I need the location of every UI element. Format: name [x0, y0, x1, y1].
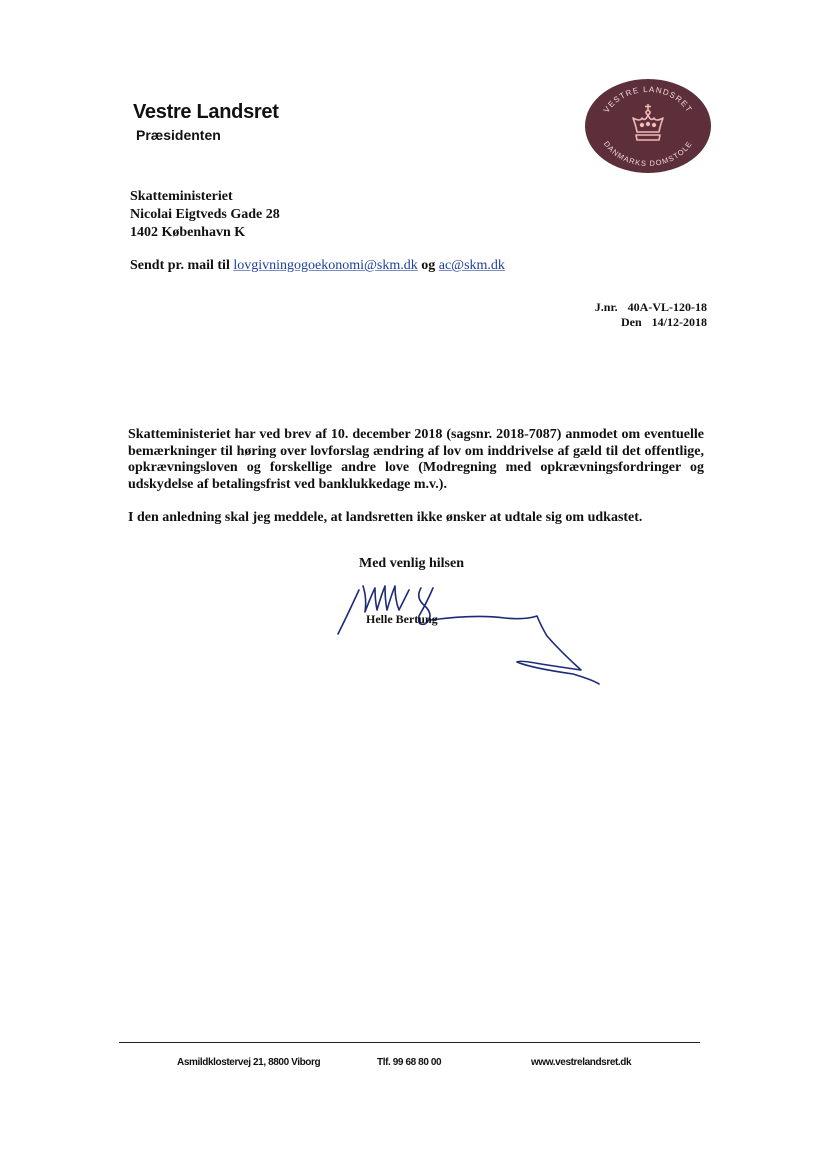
sent-line: [130, 258, 505, 274]
footer-divider: [119, 1042, 700, 1043]
recipient-address: [130, 188, 280, 242]
closing-greeting: Med venlig hilsen: [359, 556, 465, 571]
sent-prefix: Sendt pr. mail til: [130, 258, 230, 273]
recipient-line-2: Nicolai Eigtveds Gade 28: [130, 207, 280, 222]
signer-name: Helle Bertung: [366, 612, 438, 626]
sent-conjunction: og: [421, 258, 436, 273]
handwritten-signature: [335, 576, 615, 688]
org-name: Vestre Landsret: [133, 101, 279, 123]
email-link-2[interactable]: ac@skm.dk: [438, 258, 505, 273]
reference-block: [595, 300, 707, 330]
date-value: 14/12-2018: [651, 315, 707, 329]
footer-phone: Tlf. 99 68 80 00: [377, 1057, 442, 1068]
court-seal: [584, 78, 712, 174]
body-paragraph-2: I den anledning skal jeg meddele, at landsretten ikke ønsker at udtale sig om udkastet.: [128, 510, 643, 525]
seal-bottom-text: DANMARKS DOMSTOLE: [601, 139, 695, 169]
jnr-label: J.nr.: [594, 300, 618, 314]
org-subtitle: Præsidenten: [136, 127, 221, 143]
jnr-value: 40A-VL-120-18: [627, 300, 707, 314]
letter-body: [128, 427, 704, 544]
footer-website[interactable]: www.vestrelandsret.dk: [531, 1057, 632, 1068]
body-paragraph-1: Skatteministeriet har ved brev af 10. december 2018 (sagsnr. 2018-7087) anmodet om eventuelle bemærkninger til høring over lovforslag ændring af lov om inddrivelse af gæld til det offentlige, opkrævningsloven og forskellige andre love (Modregning med opkrævningsfordringer og udskydelse af betalingsfrist ved banklukkedage m.v.).: [128, 427, 704, 492]
email-link-1[interactable]: lovgivningogoekonomi@skm.dk: [233, 258, 418, 273]
date-label: Den: [620, 315, 642, 329]
recipient-line-3: 1402 København K: [130, 225, 246, 240]
recipient-line-1: Skatteministeriet: [130, 189, 233, 204]
seal-top-text: VESTRE LANDSRET: [601, 84, 695, 115]
footer-address: Asmildklostervej 21, 8800 Viborg: [177, 1057, 321, 1068]
